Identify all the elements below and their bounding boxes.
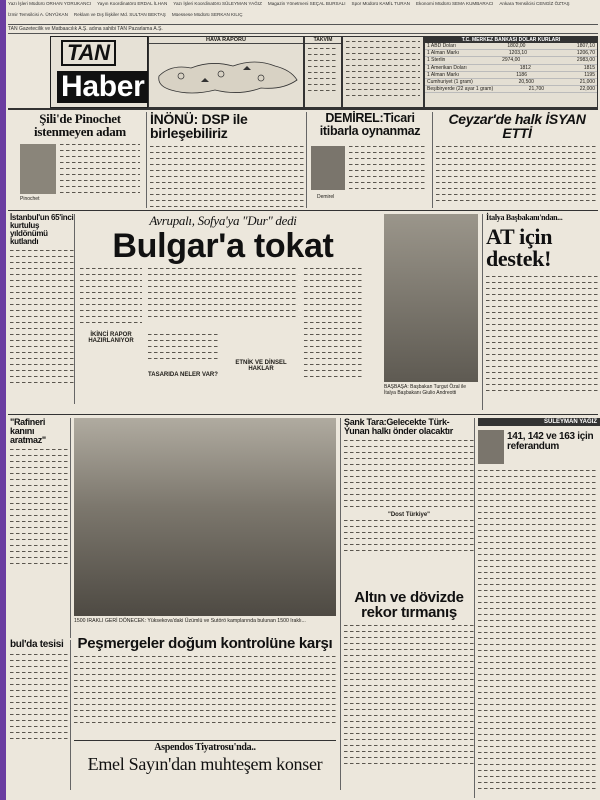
divider — [8, 210, 598, 211]
staff-item: Magazin Yönetmeni SEÇAL BURSALI — [267, 1, 346, 6]
article-istanbul — [10, 214, 75, 404]
weather-box — [148, 36, 304, 108]
kicker: Avrupalı, Sofya'ya "Dur" dedi — [149, 213, 297, 228]
staff-item: Yayın Koordinatörü ERDAL İLHAN — [97, 1, 168, 6]
columnist-photo — [478, 430, 504, 464]
turkey-map-graphic — [151, 46, 301, 104]
weather-title: HAVA RAPORU — [149, 37, 303, 44]
pinochet-photo — [20, 144, 56, 194]
photo-caption: 1500 IRAKLI GERİ DÖNECEK: Yüksekova'daki Üzümlü ve Sutörö kamplarında bulunan 1500 Iraklı... — [74, 618, 306, 624]
staff-item: Ekonomi Müdürü SEMA KUMBARACI — [415, 1, 494, 6]
table-row: 1 Sterlin 2974,00 2983,00 — [427, 57, 595, 64]
headline: "Rafineri kanını aratmaz" — [10, 417, 46, 445]
table-row: 1 Alman Markı 1203,10 1206,70 — [427, 50, 595, 57]
calendar-title: TAKVİM — [305, 37, 341, 44]
subhead: "Dost Türkiye" — [387, 512, 431, 518]
headline: bul'da tesisi — [10, 639, 64, 650]
headline: İNÖNÜ: DSP ile birleşebiliriz — [150, 111, 248, 141]
kicker: Aspendos Tiyatrosu'nda.. — [154, 742, 256, 753]
staff-item: Ankara Temsilcisi CENGİZ ÖZTAŞ — [499, 1, 570, 6]
subhead: TASARIDA NELER VAR? — [148, 372, 218, 378]
subhead: İKİNCİ RAPOR HAZIRLANIYOR — [88, 332, 134, 344]
headline: İstanbul'un 65'inci kurtuluş yıldönümü kutlandı — [10, 213, 74, 246]
info-box — [342, 36, 424, 108]
headline: 141, 142 ve 163 için referandum — [507, 431, 594, 452]
photo-caption: Pinochet — [20, 196, 40, 202]
staff-item: Yazı İşleri Koordinatörü SÜLEYMAN YAĞIZ — [173, 1, 262, 6]
article-inonu — [146, 112, 304, 208]
article-demirel — [306, 112, 430, 208]
article-left-bottom — [10, 640, 71, 790]
staff-item: Reklam ve Dış İlişkiler Md. SULTAN BEKTAŞ — [73, 12, 166, 17]
table-row: 1 Alman Markı 1186 1195 — [427, 71, 595, 78]
kicker: İtalya Başbakanı'ndan... — [486, 213, 563, 222]
staff-item: Yazı İşleri Müdürü ORHAN YORUKANCI — [8, 1, 92, 6]
article-pinochet — [20, 112, 140, 208]
column-yagiz — [474, 418, 600, 798]
headline: DEMİREL:Ticari itibarla oynanmaz — [319, 111, 421, 138]
subhead: ETNİK VE DİNSEL HAKLAR — [235, 360, 287, 372]
headline: Peşmergeler doğum kontrolüne karşı — [77, 635, 333, 652]
photo-caption: Demirel — [317, 194, 335, 200]
currency-rows — [425, 43, 597, 93]
headline: Şank Tara:Gelecekte Türk-Yunan halkı önder olacaktır — [344, 417, 453, 436]
table-row: 1 Amerikan Doları 1812 1815 — [427, 64, 595, 71]
photo-caption: BAŞBAŞA: Başbakan Turgut Özal ile İtalya Başbakanı Giulio Andreotti — [384, 384, 466, 396]
article-sank — [340, 418, 474, 590]
calendar-box — [304, 36, 342, 108]
logo-bottom: Haber — [57, 71, 149, 103]
headline: Emel Sayın'dan muhteşem konser — [87, 754, 323, 774]
table-row: 1 ABD Doları 1802,00 1807,10 — [427, 43, 595, 49]
columnist-name: SÜLEYMAN YAĞIZ — [478, 418, 600, 426]
headline: Bulgar'a tokat — [112, 227, 334, 265]
newspaper-page — [6, 0, 600, 800]
article-at — [482, 214, 600, 410]
divider — [8, 108, 598, 110]
staff-item: Müessese Müdürü SERKAN KILIÇ — [171, 12, 243, 17]
table-row: Cumhuriyet (1 gram) 20,500 21,000 — [425, 79, 597, 86]
currency-table — [424, 36, 598, 108]
staff-item: Spor Müdürü KAMİL TURAN — [351, 1, 410, 6]
article-konser — [74, 740, 336, 800]
headline: Altın ve dövizde rekor tırmanış — [354, 589, 464, 621]
article-altin — [340, 590, 474, 790]
article-rafineri — [10, 418, 71, 638]
publisher-line: TAN Gazetecilik ve Matbaacılık A.Ş. adına sahibi TAN Pazarlama A.Ş. — [8, 24, 598, 34]
logo-top: TAN — [61, 40, 116, 66]
headline: Ceyzar'de halk İSYAN ETTİ — [448, 111, 586, 141]
table-row: Beşibiryerde (22 ayar 1 gram) 21,700 22,000 — [425, 86, 597, 93]
ozal-andreotti-photo — [384, 214, 478, 382]
demirel-photo — [311, 146, 345, 190]
currency-title: T.C. MERKEZ BANKASI DOLAR KURLARI — [425, 37, 597, 43]
peshmerga-photo — [74, 418, 336, 616]
staff-line — [8, 1, 598, 23]
headline: AT için destek! — [486, 224, 553, 271]
article-ceyzar — [432, 112, 598, 208]
staff-item: İzmir Temsilcisi A. ÜNYÜKAN — [8, 12, 68, 17]
divider — [8, 414, 598, 415]
masthead-logo — [50, 36, 148, 108]
article-bulgar — [78, 214, 368, 414]
headline: Şili'de Pinochet istenmeyen adam — [34, 111, 126, 139]
